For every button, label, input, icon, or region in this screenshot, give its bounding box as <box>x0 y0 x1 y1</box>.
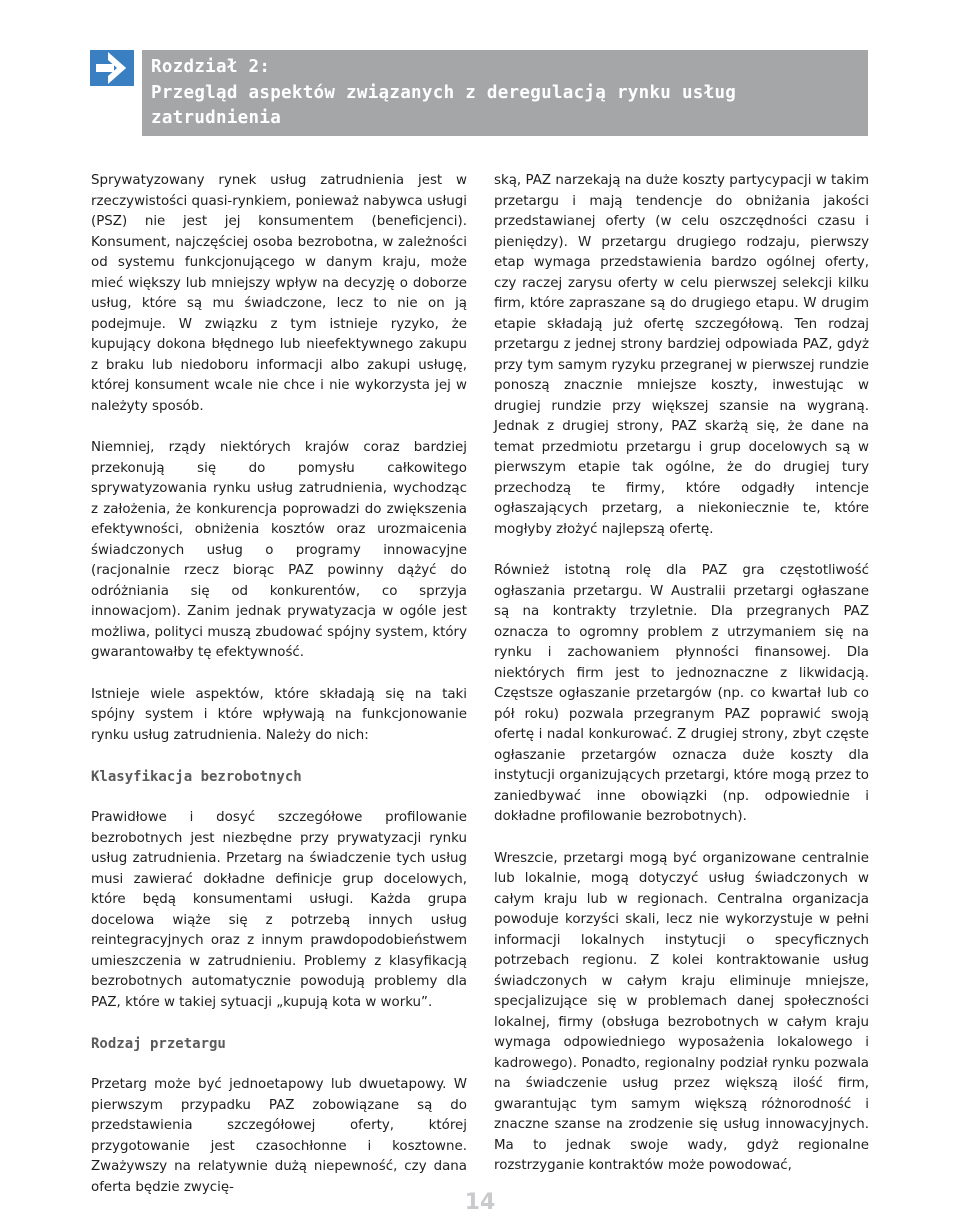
paragraph: Niemniej, rządy niektórych krajów coraz bardziej przekonują się do pomysłu całkowitego sprywatyzowania rynku usług zatrudnienia, wychodząc z założenia, że konkurencja poprowadzi do zwiększenia efektywności, obniżenia kosztów oraz urozmaicenia świadczonych usług o programy innowacyjne (racjonalnie rzecz biorąc PAZ powinny dążyć do odróżniania się od konkurentów, co sprzyja innowacjom). Zanim jednak prywatyzacja w ogóle jest możliwa, polityci muszą zbudować spójny system, który gwarantowałby tę efektywność. <box>91 440 467 660</box>
page-number: 14 <box>464 1190 496 1215</box>
left-column <box>91 171 467 1219</box>
paragraph: Wreszcie, przetargi mogą być organizowane centralnie lub lokalnie, mogą dotyczyć usług świadczonych w całym kraju lub w regionach. Centralna organizacja powoduje korzyści skali, lecz nie wykorzystuje w pełni informacji lokalnych instytucji o specyficznych potrzebach regionu. Z kolei kontraktowanie usług świadczonych w całym kraju eliminuje mniejsze, specjalizujące się w problemach danej społeczności lokalnej, firmy (obsługa bezrobotnych w całym kraju wymaga odpowiedniego wyposażenia lokalowego i kadrowego). Ponadto, regionalny podział rynku pozwala na świadczenie usług przez większą ilość firm, gwarantując tym samym większą różnorodność i znaczne szanse na zrodzenie się usług innowacyjnych. Ma to jednak swoje wady, gdyż regionalne rozstrzyganie kontraktów może powodować, <box>494 850 869 1173</box>
section-heading-classification: Klasyfikacja bezrobotnych <box>91 769 302 785</box>
paragraph: Prawidłowe i dosyć szczegółowe profilowanie bezrobotnych jest niezbędne przy prywatyzacji rynku usług zatrudnienia. Przetarg na świadczenie tych usług musi zawierać dokładne definicje grup docelowych, które będą konsumentami usługi. Każda grupa docelowa wiąże się z potrzebą innych usług reintegracyjnych oraz z innym prawdopodobieństwem umieszczenia w zatrudnieniu. Problemy z klasyfikacją bezrobotnych automatycznie powodują problemy dla PAZ, które w takiej sytuacji „kupują kota w worku”. <box>91 810 467 1010</box>
right-column <box>494 171 869 1198</box>
arrow-right-icon <box>90 50 134 86</box>
paragraph: Istnieje wiele aspektów, które składają się na taki spójny system i które wpływają na funkcjonowanie rynku usług zatrudnienia. Należy do nich: <box>91 686 467 743</box>
chapter-number: Rozdział 2: <box>151 57 271 77</box>
paragraph: Sprywatyzowany rynek usług zatrudnienia jest w rzeczywistości quasi-rynkiem, ponieważ nabywca usługi (PSZ) nie jest jej konsumentem (beneficjenci). Konsument, najczęściej osoba bezrobotna, w zależności od systemu funkcjonującego w danym kraju, może mieć większy lub mniejszy wpływ na decyzję o doborze usług, które są mu świadczone, lecz to nie on ją podejmuje. W związku z tym istnieje ryzyko, że kupujący dokona błędnego lub nieefektywnego zakupu z braku lub niedoboru informacji albo zakupi usługę, której konsument wcale nie chce i nie wykorzysta jej w należyty sposób. <box>91 173 467 414</box>
chapter-subtitle: Przegląd aspektów związanych z deregulacją rynku usług zatrudnienia <box>151 82 737 128</box>
paragraph: Również istotną rolę dla PAZ gra częstotliwość ogłaszania przetargu. W Australii przetargi ogłaszane są na kontrakty trzyletnie. Dla przegranych PAZ oznacza to ogromny problem z utrzymaniem się na rynku i zachowaniem płynności finansowej. Dla niektórych firm jest to jednoznaczne z likwidacją. Częstsze ogłaszanie przetargów (np. co kwartał lub co pół roku) pozwala przegranym PAZ poprawić swoją ofertę i nadal konkurować. Z drugiej strony, zbyt częste ogłaszanie przetargów oznacza duże koszty dla instytucji organizujących przetargi, które mogą przez to zaniedbywać inne obowiązki (np. odpowiednie i dokładne profilowanie bezrobotnych). <box>494 563 869 824</box>
chapter-title <box>151 55 858 132</box>
section-heading-tender-type: Rodzaj przetargu <box>91 1036 226 1052</box>
paragraph: ską, PAZ narzekają na duże koszty partycypacji w takim przetargu i mają tendencje do obniżania jakości przedstawianej oferty (w celu oszczędności czasu i pieniędzy). W przetargu drugiego rodzaju, pierwszy etap wymaga przedstawienia bardzo ogólnej oferty, czy raczej zarysu oferty w celu pierwszej selekcji kilku firm, które zapraszane są do drugiego etapu. W drugim etapie składają już ofertę szczegółową. Ten rodzaj przetargu z jednej strony bardziej odpowiada PAZ, gdyż przy tym samym ryzyku przegranej w pierwszej rundzie ponoszą znacznie mniejsze koszty, inwestując w drugiej rundzie przy większej szansie na wygraną. Jednak z drugiej strony, PAZ skarżą się, że dane na temat przedmiotu przetargu i grup docelowych są w pierwszym etapie tak ogólne, że do drugiej tury przechodzą te firmy, które odgadły intencje ogłaszających przetarg, a niekoniecznie te, które mogłyby złożyć najlepszą ofertę. <box>494 173 869 537</box>
chapter-header <box>142 50 868 136</box>
paragraph: Przetarg może być jednoetapowy lub dwuetapowy. W pierwszym przypadku PAZ zobowiązane są do przedstawienia szczegółowej oferty, której przygotowanie jest czasochłonne i kosztowne. Zważywszy na relatywnie dużą niepewność, czy dana oferta będzie zwycię- <box>91 1077 467 1195</box>
